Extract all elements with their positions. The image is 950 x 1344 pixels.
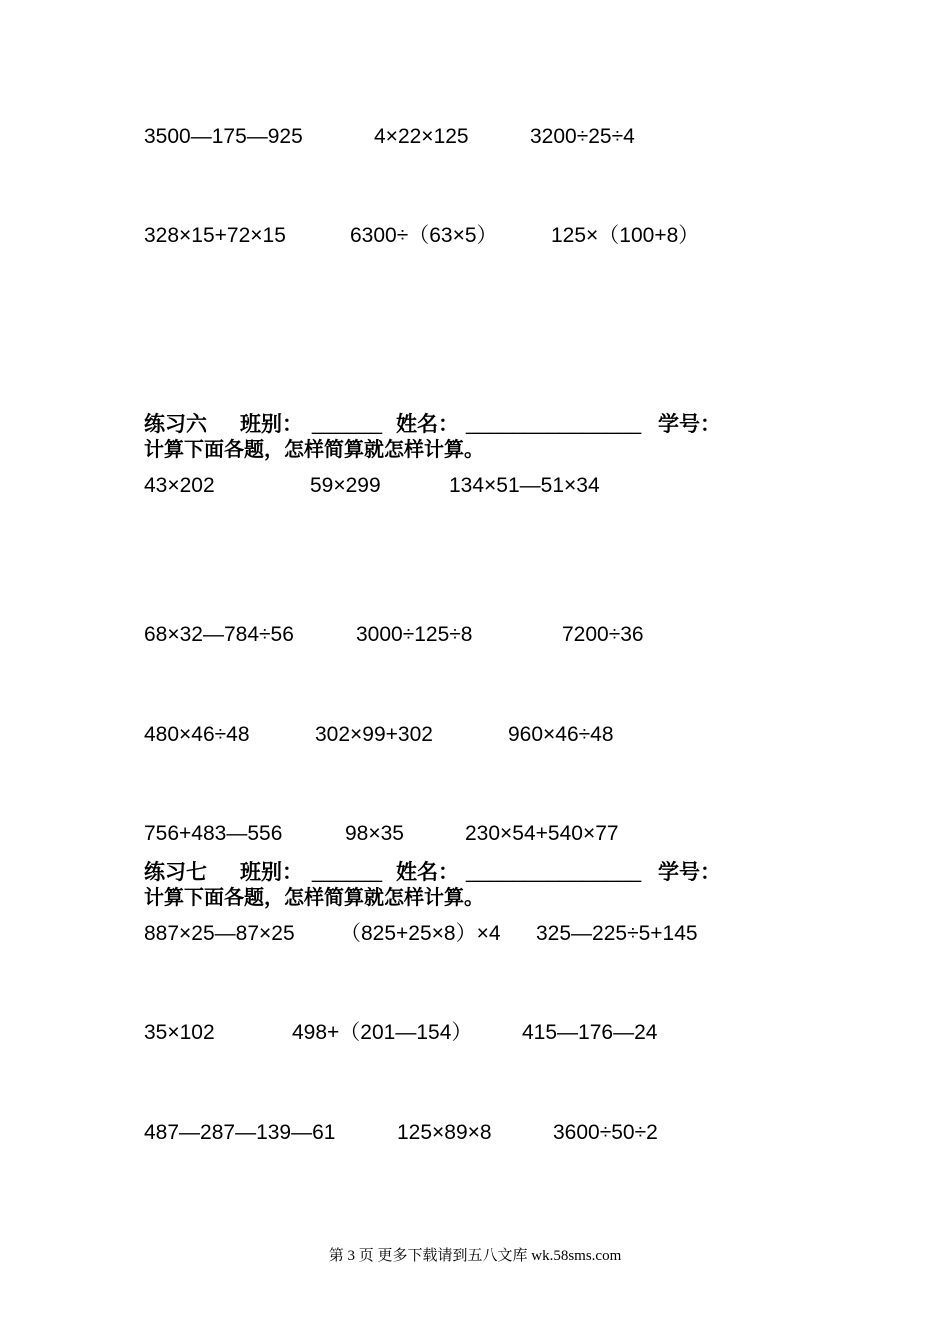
instruction: 计算下面各题，怎样简算就怎样计算。 — [144, 885, 484, 909]
math-problem: 230×54+540×77 — [465, 822, 619, 845]
id-label: 学号： — [658, 412, 721, 436]
class-label: 班别： — [240, 860, 303, 884]
exercise-title: 练习七 — [144, 860, 207, 884]
math-problem: 3500—175—925 — [144, 125, 303, 148]
id-label: 学号： — [658, 860, 721, 884]
math-problem: 3200÷25÷4 — [530, 125, 635, 148]
name-blank[interactable]: _______________ — [466, 860, 642, 883]
math-problem: 328×15+72×15 — [144, 224, 286, 247]
math-problem: 887×25—87×25 — [144, 922, 295, 945]
name-label: 姓名： — [396, 412, 459, 436]
exercise-title: 练习六 — [144, 412, 207, 436]
math-problem: 98×35 — [345, 822, 404, 845]
math-problem: 43×202 — [144, 474, 215, 497]
math-problem: 487—287—139—61 — [144, 1121, 336, 1144]
class-label: 班别： — [240, 412, 303, 436]
page-footer: 第 3 页 更多下载请到五八文库 wk.58sms.com — [328, 1248, 622, 1264]
class-blank[interactable]: ______ — [312, 412, 383, 435]
math-problem: 125×89×8 — [397, 1121, 492, 1144]
math-problem: （825+25×8）×4 — [340, 922, 501, 945]
math-problem: 756+483—556 — [144, 822, 283, 845]
instruction: 计算下面各题，怎样简算就怎样计算。 — [144, 437, 484, 461]
math-problem: 4×22×125 — [374, 125, 469, 148]
math-problem: 68×32—784÷56 — [144, 623, 294, 646]
math-problem: 35×102 — [144, 1021, 215, 1044]
math-problem: 480×46÷48 — [144, 723, 250, 746]
math-problem: 7200÷36 — [562, 623, 644, 646]
math-problem: 302×99+302 — [315, 723, 433, 746]
name-label: 姓名： — [396, 860, 459, 884]
math-problem: 125×（100+8） — [551, 224, 700, 247]
math-problem: 3600÷50÷2 — [553, 1121, 658, 1144]
math-problem: 325—225÷5+145 — [536, 922, 698, 945]
class-blank[interactable]: ______ — [312, 860, 383, 883]
math-problem: 415—176—24 — [522, 1021, 658, 1044]
math-problem: 6300÷（63×5） — [350, 224, 498, 247]
name-blank[interactable]: _______________ — [466, 412, 642, 435]
math-problem: 498+（201—154） — [292, 1021, 473, 1044]
math-problem: 59×299 — [310, 474, 381, 497]
math-problem: 960×46÷48 — [508, 723, 614, 746]
math-problem: 134×51—51×34 — [449, 474, 600, 497]
math-problem: 3000÷125÷8 — [356, 623, 473, 646]
